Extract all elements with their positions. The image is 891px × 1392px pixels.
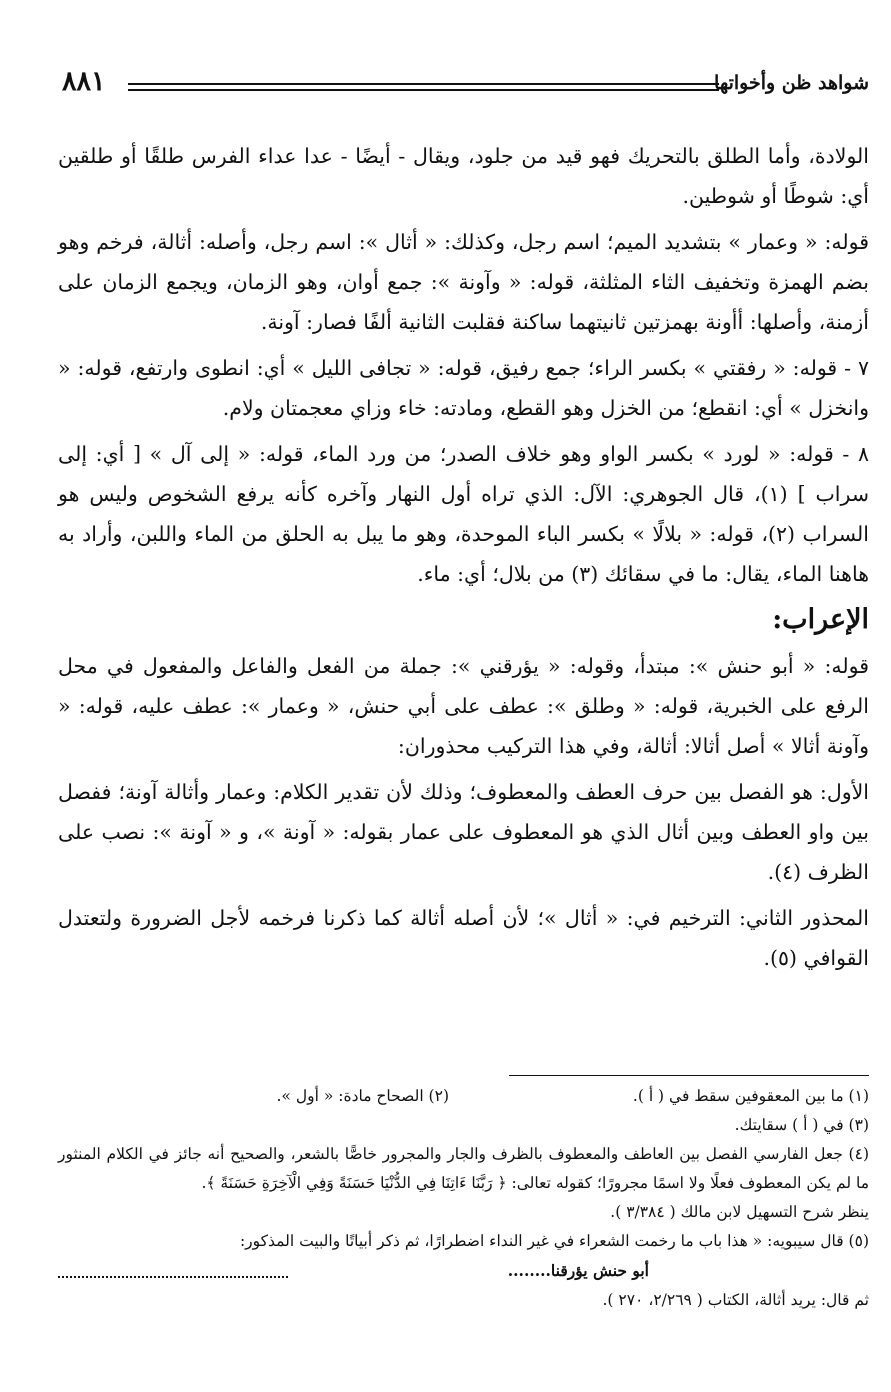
page-header (62, 66, 869, 106)
main-text (58, 136, 869, 978)
footnote-2: (٢) الصحاح مادة: « أول ». (276, 1087, 449, 1105)
paragraph-6: الأول: هو الفصل بين حرف العطف والمعطوف؛ وذلك لأن تقدير الكلام: وعمار وأثالة آونة؛ ففصل بين واو العطف وبين أثال الذي هو المعطوف على عمار بقوله: « آونة »، و « آونة »: نصب على الظرف (٤). (58, 780, 869, 884)
paragraph-5: قوله: « أبو حنش »: مبتدأ، وقوله: « يؤرقني »: جملة من الفعل والفاعل والمفعول في محل الرفع على الخبرية، قوله: « وطلق »: عطف على أبي حنش، « وعمار »: عطف عليه، قوله: « وآونة أثالا » أصل أثالا: أثالة، وفي هذا التركيب محذوران: (58, 654, 869, 758)
page-number: ٨٨١ (62, 66, 106, 97)
footnote-4-reference: ينظر شرح التسهيل لابن مالك ( ٣/٣٨٤ ). (610, 1203, 869, 1221)
footnote-5-reference: ثم قال: يريد أثالة، الكتاب ( ٢/٢٦٩، ٢٧٠ ). (602, 1291, 869, 1309)
paragraph-4: ٨ - قوله: « لورد » بكسر الواو وهو خلاف الصدر؛ من ورد الماء، قوله: « إلى آل » [ أي: إلى سراب ] (١)، قال الجوهري: الآل: الذي تراه أول النهار وآخره كأنه يرفع الشخوص وليس هو السراب (٢)، قوله: « بلالًا » بكسر الباء الموحدة، وهو ما يبل به الحلق من الماء واللبن، وأراد به هاهنا الماء، يقال: ما في سقائك (٣) من بلال؛ أي: ماء. (58, 442, 869, 586)
verse-line (58, 1256, 869, 1286)
footnote-5: (٥) قال سيبويه: « هذا باب ما رخمت الشعراء في غير النداء اضطرارًا، ثم ذكر أبياتًا والبيت المذكور: (239, 1232, 869, 1250)
verse-first-hemistich: أبو حنش يؤرقنا........ (507, 1261, 649, 1280)
paragraph-1: الولادة، وأما الطلق بالتحريك فهو قيد من جلود، ويقال - أيضًا - عدا عداء الفرس طلقًا أو طلقين أي: شوطًا أو شوطين. (58, 144, 869, 208)
footnote-4: (٤) جعل الفارسي الفصل بين العاطف والمعطوف بالظرف والجار والمجرور خاصًّا بالشعر، والصحيح أنه جائز في الكلام المنثور ما لم يكن المعطوف فعلًا ولا اسمًا مجرورًا؛ كقوله تعالى: ﴿ رَبَّنَا ءَاتِنَا فِي الدُّنْيَا حَسَنَةً وَفِي الْآخِرَةِ حَسَنَةً ﴾. (58, 1145, 869, 1192)
footnote-1: (١) ما بين المعقوفين سقط في ( أ ). (632, 1087, 869, 1105)
paragraph-2: قوله: « وعمار » بتشديد الميم؛ اسم رجل، وكذلك: « أثال »: اسم رجل، وأصله: أثالة، فرخم وهو بضم الهمزة وتخفيف الثاء المثلثة، قوله: « وآونة »: جمع أوان، وهو الزمان، ويجمع الزمان على أزمنة، وأصلها: أأونة بهمزتين ثانيتهما ساكنة فقلبت الثانية ألفًا فصار: آونة. (58, 230, 869, 334)
paragraph-7: المحذور الثاني: الترخيم في: « أثال »؛ لأن أصله أثالة كما ذكرنا فرخمه لأجل الضرورة ولتعتدل القوافي (٥). (58, 906, 869, 970)
footnote-row-1-2 (58, 1082, 869, 1111)
footnote-separator (509, 1075, 869, 1076)
footnotes (58, 1075, 869, 1315)
paragraph-3: ٧ - قوله: « رفقتي » بكسر الراء؛ جمع رفيق، قوله: « تجافى الليل » أي: انطوى وارتفع، قوله: « وانخزل » أي: انقطع؛ من الخزل وهو القطع، ومادته: خاء وزاي معجمتان ولام. (58, 356, 869, 420)
footnote-3: (٣) في ( أ ) سقايتك. (734, 1116, 869, 1134)
running-title: شواهد ظن وأخواتها (714, 72, 869, 94)
header-double-rule (128, 83, 719, 91)
verse-dotted-line (58, 1256, 288, 1278)
section-heading: الإعراب: (772, 604, 869, 635)
